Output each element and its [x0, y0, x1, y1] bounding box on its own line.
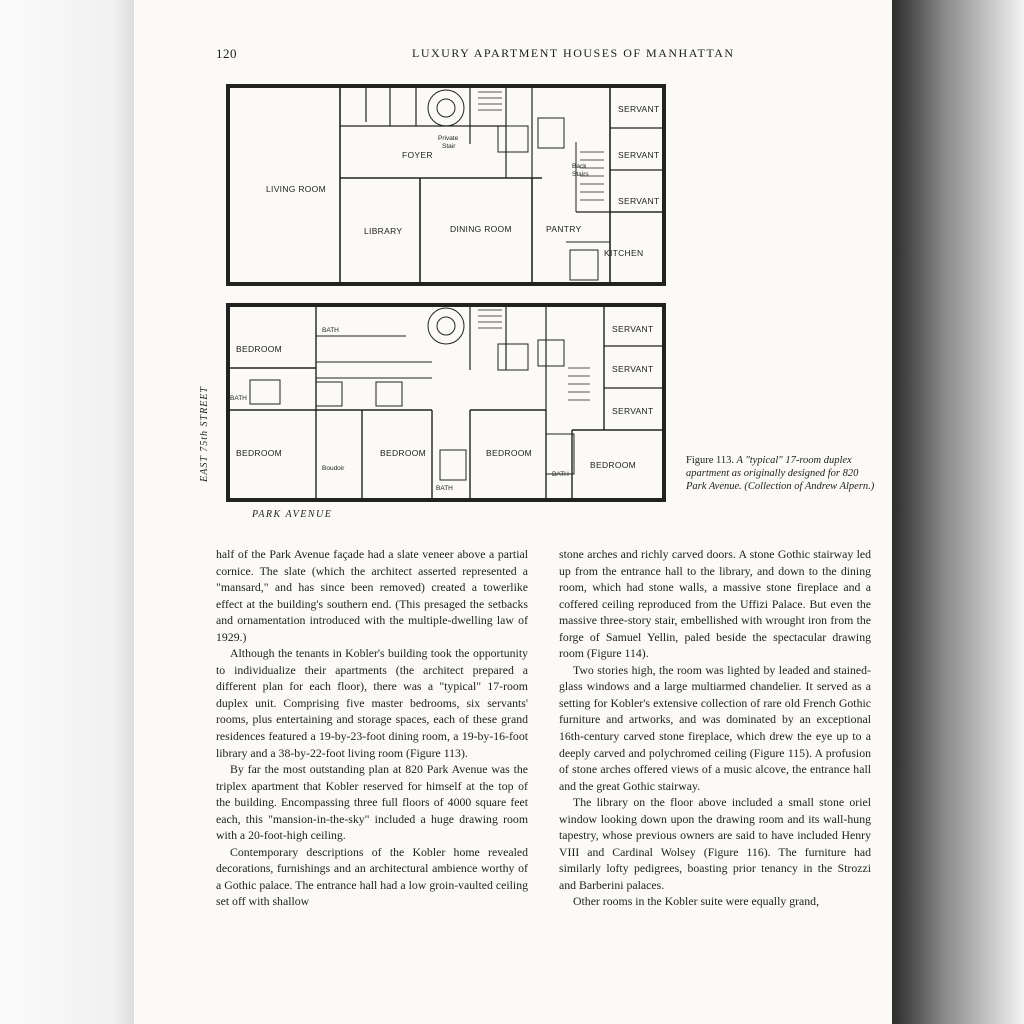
room-label-kitchen: KITCHEN [604, 248, 644, 258]
room-label-servant-2-lower: SERVANT [612, 364, 654, 374]
paragraph: Other rooms in the Kobler suite were equally grand, [573, 894, 820, 909]
room-label-boudoir: Boudoir [322, 465, 345, 472]
room-label-private: Private [438, 135, 459, 142]
text-column-right [559, 546, 871, 910]
room-label-bedroom-4: BEDROOM [486, 448, 533, 458]
room-label-living-room: LIVING ROOM [266, 184, 326, 194]
street-label-east-75th: EAST 75th STREET [199, 386, 210, 482]
room-label-servant-1: SERVANT [618, 104, 660, 114]
figure-caption-label: Figure 113. [686, 455, 735, 466]
page-number: 120 [216, 46, 237, 61]
room-label-bath-1: BATH [322, 327, 339, 334]
room-label-bath-2: BATH [230, 395, 247, 402]
paragraph: stone arches and richly carved doors. A stone Gothic stairway led up from the entrance hall to the library, and down to the dining room, which had stone walls, a massive stone fireplace and a coffered ceiling reproduced from the Uffizi Palace. But even the massive three-story stair, embellished with wrought iron from the forge of Samuel Yellin, paled beside the spectacular drawing room (Figure 114). [559, 547, 871, 661]
figure-caption [686, 455, 876, 493]
room-label-servant-3: SERVANT [618, 196, 660, 206]
room-label-bedroom-1: BEDROOM [236, 344, 283, 354]
lower-floor-plan-drawing [206, 300, 678, 504]
room-label-servant-2: SERVANT [618, 150, 660, 160]
street-label-park-avenue: PARK AVENUE [252, 509, 333, 520]
room-label-foyer: FOYER [402, 150, 433, 160]
figure-caption-text: A "typical" 17-room duplex apartment as originally designed for 820 Park Avenue. (Collection of Andrew Alpern.) [686, 455, 875, 492]
room-label-bedroom-2: BEDROOM [236, 448, 283, 458]
upper-floor-plan-drawing [206, 82, 678, 290]
lower-floor-plan [206, 300, 678, 504]
paragraph: Contemporary descriptions of the Kobler home revealed decorations, furnishings and an architectural ambience worthy of a Gothic palace. The entrance hall had a low groin-vaulted ceiling set off with shallow [216, 844, 528, 909]
running-title: LUXURY APARTMENT HOUSES OF MANHATTAN [412, 46, 735, 60]
room-label-bath-3: BATH [436, 485, 453, 492]
paragraph: Two stories high, the room was lighted by leaded and stained-glass windows and a large multiarmed chandelier. It served as a setting for Kobler's extensive collection of rare old French Gothic furniture and artworks, and was dominated by an exceptional 16th-century carved stone fireplace, which drew the eye up to a deeply carved and polychromed ceiling (Figure 115). A profusion of stone arches offered views of a music alcove, the entrance hall and the great Gothic stairway. [559, 662, 871, 793]
paragraph: half of the Park Avenue façade had a slate veneer above a partial cornice. The slate (which the architect asserted represented a "mansard," and has since been removed) created a towerlike effect at the building's southern end. (This presaged the setbacks and ornamentation introduced with the multiple-dwelling law of 1929.) [216, 547, 528, 644]
room-label-back: Back [572, 163, 587, 170]
text-column-left [216, 546, 528, 910]
room-label-library: LIBRARY [364, 226, 403, 236]
upper-floor-plan [206, 82, 678, 290]
room-label-servant-3-lower: SERVANT [612, 406, 654, 416]
paragraph: By far the most outstanding plan at 820 Park Avenue was the triplex apartment that Kobler reserved for himself at the top of the building. Encompassing three full floors of 4000 square feet each, this "mansion-in-the-sky" included a huge drawing room with a 20-foot-high ceiling. [216, 762, 528, 843]
room-label-back-stairs: Stairs [572, 171, 589, 178]
room-label-bath-4: BATH [552, 471, 569, 478]
room-label-bedroom-5: BEDROOM [590, 460, 637, 470]
room-label-servant-1-lower: SERVANT [612, 324, 654, 334]
room-label-bedroom-3: BEDROOM [380, 448, 427, 458]
room-label-dining-room: DINING ROOM [450, 224, 512, 234]
room-label-private-stair: Stair [442, 143, 456, 150]
paragraph: The library on the floor above included a small stone oriel window looking down upon the drawing room and its wall-hung tapestry, whose previous owners are said to have included Henry VIII and Cardinal Wolsey (Figure 116). The furniture had similarly lofty pedigrees, boasting prior tenancy in the Strozzi and Barberini palaces. [559, 795, 871, 892]
page-edge-shadow [892, 0, 1024, 1024]
room-label-pantry: PANTRY [546, 224, 582, 234]
book-gutter [0, 0, 134, 1024]
paragraph: Although the tenants in Kobler's building took the opportunity to individualize their apartments (the architect prepared a different plan for each floor), there was a "typical" 17-room duplex unit. Comprising five master bedrooms, six servants' rooms, plus entertaining and storage spaces, each of these grand residences featured a 19-by-23-foot dining room, a 19-by-16-foot library and a 38-by-22-foot living room (Figure 113). [216, 646, 528, 760]
